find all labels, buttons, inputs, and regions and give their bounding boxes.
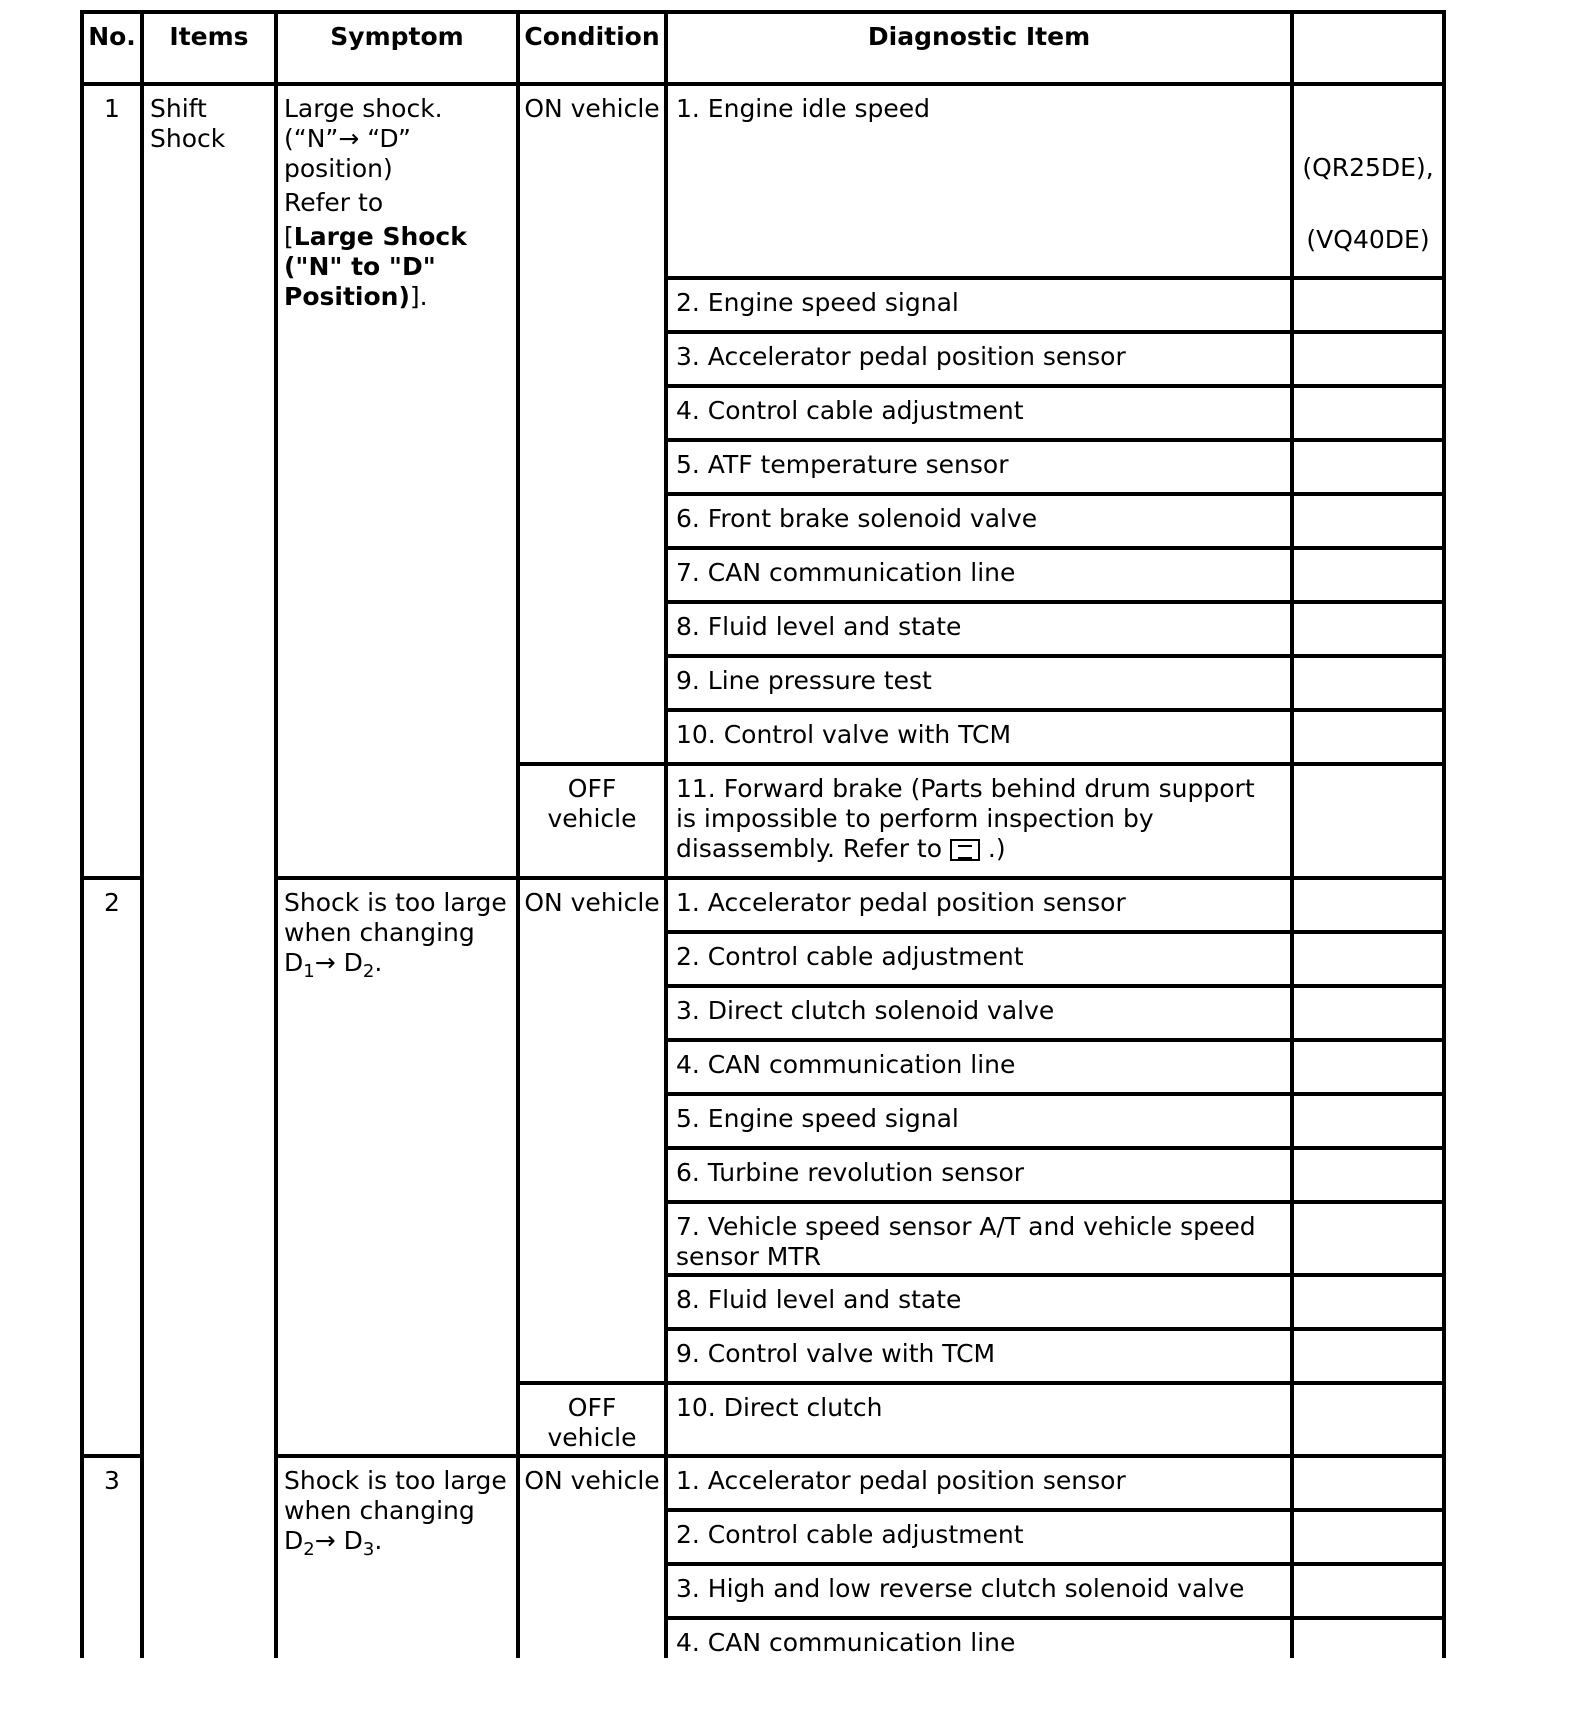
empty-cell	[1292, 1510, 1444, 1564]
diagnostic-item: 8. Fluid level and state	[666, 1275, 1292, 1329]
header-items: Items	[142, 12, 276, 84]
diagnostic-item: 3. High and low reverse clutch solenoid valve	[666, 1564, 1292, 1618]
empty-cell	[1292, 710, 1444, 764]
empty-cell	[1292, 440, 1444, 494]
engine-code-qr25de[interactable]: (QR25DE),	[1302, 153, 1434, 182]
header-condition: Condition	[518, 12, 666, 84]
empty-cell	[1292, 1040, 1444, 1094]
diagnostic-item: 6. Turbine revolution sensor	[666, 1148, 1292, 1202]
empty-cell	[1292, 1148, 1444, 1202]
symptom-cell-3	[276, 1456, 518, 1658]
empty-cell	[1292, 1094, 1444, 1148]
diagnostic-item: 5. ATF temperature sensor	[666, 440, 1292, 494]
diagnostic-item: 4. CAN communication line	[666, 1618, 1292, 1658]
subscript: 2	[303, 1539, 315, 1560]
diagnostic-item-forward-brake	[666, 764, 1292, 878]
empty-cell	[1292, 1275, 1444, 1329]
subscript: 1	[303, 961, 315, 982]
header-row	[82, 12, 1444, 84]
engine-code-vq40de[interactable]: (VQ40DE)	[1306, 225, 1430, 254]
items-cell-shift-shock: Shift Shock	[142, 84, 276, 1658]
refer-to-text: Refer to	[284, 188, 384, 217]
symptom-cell-1	[276, 84, 518, 878]
header-symptom: Symptom	[276, 12, 518, 84]
large-shock-link[interactable]: Large Shock ("N" to "D" Position)	[284, 222, 467, 311]
empty-cell	[1292, 1618, 1444, 1658]
condition-off-vehicle-1: OFF vehicle	[518, 764, 666, 878]
symptom-diagnosis-table	[80, 10, 1446, 1658]
table-row	[82, 1456, 1444, 1510]
condition-on-vehicle-1: ON vehicle	[518, 84, 666, 764]
condition-on-vehicle-3: ON vehicle	[518, 1456, 666, 1658]
forward-brake-tail: .)	[979, 834, 1006, 863]
diagnostic-item: 8. Fluid level and state	[666, 602, 1292, 656]
diagnostic-item: 7. CAN communication line	[666, 548, 1292, 602]
symptom-text: Large shock. (“N”→ “D” position)	[284, 94, 443, 183]
table-row	[82, 878, 1444, 932]
engine-codes-cell	[1292, 84, 1444, 278]
diagnostic-item: 7. Vehicle speed sensor A/T and vehicle speed sensor MTR	[666, 1202, 1292, 1275]
diagnostic-item: 2. Control cable adjustment	[666, 1510, 1292, 1564]
diagnostic-item: 3. Direct clutch solenoid valve	[666, 986, 1292, 1040]
empty-cell	[1292, 602, 1444, 656]
row-number-3: 3	[82, 1456, 142, 1658]
table-row	[82, 84, 1444, 278]
empty-cell	[1292, 656, 1444, 710]
empty-cell	[1292, 1202, 1444, 1275]
empty-cell	[1292, 1564, 1444, 1618]
period: .	[374, 1526, 383, 1555]
diagnostic-item: 5. Engine speed signal	[666, 1094, 1292, 1148]
forward-brake-text: 11. Forward brake (Parts behind drum support is impossible to perform inspection by disassembly. Refer to	[676, 774, 1255, 863]
diagnostic-item: 9. Control valve with TCM	[666, 1329, 1292, 1383]
diagnostic-item: 1. Accelerator pedal position sensor	[666, 1456, 1292, 1510]
condition-off-vehicle-2: OFF vehicle	[518, 1383, 666, 1456]
header-diagnostic-item: Diagnostic Item	[666, 12, 1292, 84]
empty-cell	[1292, 278, 1444, 332]
period: .	[374, 948, 383, 977]
symptom-text: Shock is too large when changing D	[284, 1466, 507, 1555]
empty-cell	[1292, 764, 1444, 878]
diagnostic-item: 3. Accelerator pedal position sensor	[666, 332, 1292, 386]
diagnostic-item: 6. Front brake solenoid valve	[666, 494, 1292, 548]
diagnostic-item: 1. Engine idle speed	[666, 84, 1292, 278]
empty-cell	[1292, 332, 1444, 386]
symptom-cell-2	[276, 878, 518, 1456]
empty-cell	[1292, 932, 1444, 986]
diagnostic-item: 9. Line pressure test	[666, 656, 1292, 710]
empty-cell	[1292, 1383, 1444, 1456]
empty-cell	[1292, 1456, 1444, 1510]
diagnostic-item: 10. Control valve with TCM	[666, 710, 1292, 764]
arrow-text: → D	[314, 1526, 363, 1555]
diagnostic-item: 10. Direct clutch	[666, 1383, 1292, 1456]
row-number-1: 1	[82, 84, 142, 878]
reference-book-icon[interactable]	[950, 839, 980, 861]
row-number-2: 2	[82, 878, 142, 1456]
diagnostic-item: 2. Control cable adjustment	[666, 932, 1292, 986]
diagnostic-item: 4. Control cable adjustment	[666, 386, 1292, 440]
diagnostic-item: 1. Accelerator pedal position sensor	[666, 878, 1292, 932]
empty-cell	[1292, 494, 1444, 548]
condition-on-vehicle-2: ON vehicle	[518, 878, 666, 1383]
empty-cell	[1292, 1329, 1444, 1383]
empty-cell	[1292, 548, 1444, 602]
header-no: No.	[82, 12, 142, 84]
symptom-reference: [Large Shock ("N" to "D" Position)].	[284, 222, 467, 311]
diagnostic-item: 4. CAN communication line	[666, 1040, 1292, 1094]
empty-cell	[1292, 878, 1444, 932]
empty-cell	[1292, 986, 1444, 1040]
header-extra	[1292, 12, 1444, 84]
empty-cell	[1292, 386, 1444, 440]
subscript: 3	[362, 1539, 375, 1560]
subscript: 2	[362, 961, 375, 982]
symptom-text: Shock is too large when changing D	[284, 888, 507, 977]
diagnostic-item: 2. Engine speed signal	[666, 278, 1292, 332]
arrow-text: → D	[314, 948, 363, 977]
diagnostic-table-container	[80, 10, 1452, 1658]
